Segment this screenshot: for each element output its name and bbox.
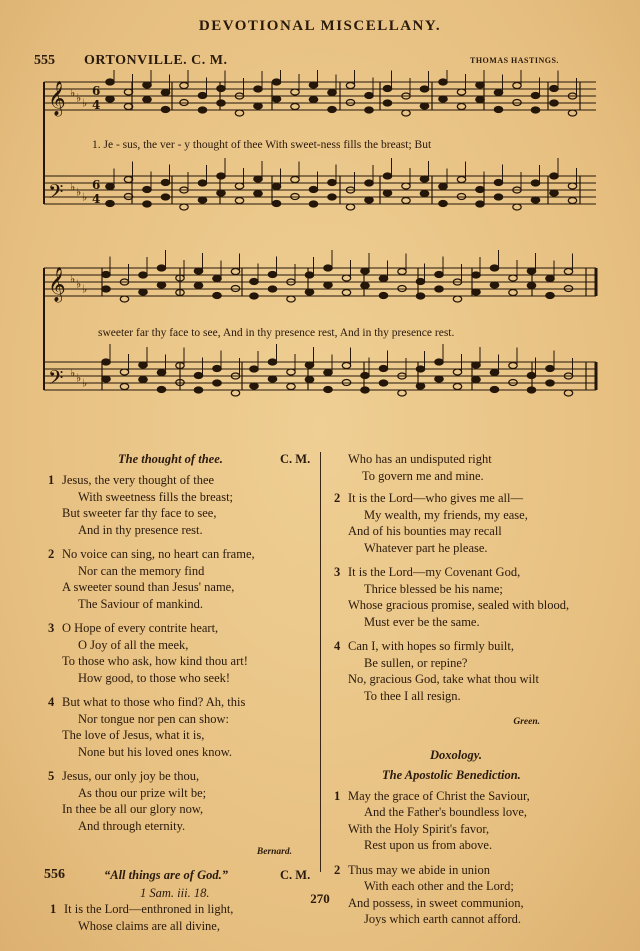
note-head <box>564 390 572 396</box>
note-head <box>420 103 428 109</box>
hymn-title: The thought of thee. <box>118 452 223 466</box>
note-head <box>365 93 373 99</box>
note-head <box>161 90 169 96</box>
column-divider <box>320 452 321 872</box>
note-head <box>194 373 202 379</box>
stanza-number: 2 <box>334 862 341 877</box>
note-head <box>457 104 465 110</box>
note-head <box>305 272 313 278</box>
note-head <box>513 83 521 89</box>
note-head <box>416 366 424 372</box>
note-head <box>268 376 276 382</box>
note-head <box>402 110 410 116</box>
flat-sign: ♭ <box>70 366 76 380</box>
note-head <box>435 272 443 278</box>
flat-sign: ♭ <box>76 91 82 105</box>
note-head <box>309 82 317 88</box>
stanza-line: With sweetness fills the breast; <box>78 489 234 504</box>
note-head <box>398 390 406 396</box>
stanza-line: 1 May the grace of Christ the Saviour, <box>334 788 530 803</box>
note-head <box>120 369 128 375</box>
note-head <box>268 359 276 365</box>
hymn-meter: C. M. <box>280 452 311 466</box>
note-head <box>476 97 484 103</box>
stanza-line: 5 Jesus, our only joy be thou, <box>48 769 200 783</box>
note-head <box>272 201 280 207</box>
note-head <box>476 187 484 193</box>
note-head <box>420 86 428 92</box>
right-column <box>334 451 624 936</box>
flat-sign: ♭ <box>76 277 82 291</box>
note-head <box>457 177 465 183</box>
note-head <box>439 201 447 207</box>
note-head <box>157 387 165 393</box>
stanza-line: In thee be all our glory now, <box>62 802 204 816</box>
note-head <box>568 183 576 189</box>
stanza-line: With each other and the Lord; <box>364 879 514 893</box>
stanza-line: Nor tongue nor pen can show: <box>78 711 230 726</box>
stanza-number: 1 <box>334 788 341 803</box>
note-head <box>361 283 369 289</box>
note-head <box>453 369 461 375</box>
hymn-heading <box>48 451 318 468</box>
note-head <box>365 197 373 203</box>
stanza-line: To thee I all resign. <box>364 688 461 703</box>
note-head <box>420 191 428 197</box>
note-head <box>439 79 447 85</box>
stanza-line: None but his loved ones know. <box>78 744 233 759</box>
note-head <box>161 194 169 200</box>
note-head <box>476 82 484 88</box>
note-head <box>213 380 221 386</box>
note-head <box>106 96 114 102</box>
note-head <box>217 173 225 179</box>
note-head <box>309 97 317 103</box>
stanza-number: 4 <box>48 695 55 709</box>
note-head <box>143 82 151 88</box>
stanza <box>48 546 318 620</box>
note-head <box>472 272 480 278</box>
note-head <box>490 265 498 271</box>
note-head <box>194 268 202 274</box>
note-head <box>383 100 391 106</box>
note-head <box>161 180 169 186</box>
stanza-number: 3 <box>334 565 341 579</box>
note-head <box>546 276 554 282</box>
note-head <box>194 283 202 289</box>
note-head <box>102 376 110 382</box>
tune-lyrics-line-1: 1. Je - sus, the ver - y thought of thee With sweet-ness fills the breast; But <box>92 139 432 151</box>
note-head <box>342 363 350 369</box>
note-head <box>531 197 539 203</box>
note-head <box>550 100 558 106</box>
note-head <box>139 362 147 368</box>
note-head <box>472 289 480 295</box>
note-head <box>287 296 295 302</box>
note-head <box>161 107 169 113</box>
note-head <box>416 383 424 389</box>
note-head <box>120 384 128 390</box>
hymn2-heading <box>44 866 318 885</box>
stanza-line: Must ever be the same. <box>364 614 480 629</box>
note-head <box>490 387 498 393</box>
note-head <box>402 183 410 189</box>
music-score <box>40 70 600 400</box>
note-head <box>305 377 313 383</box>
tune-composer: THOMAS HASTINGS. <box>470 56 559 65</box>
tune-number: 555 <box>34 53 55 68</box>
note-head <box>527 283 535 289</box>
note-head <box>139 289 147 295</box>
note-head <box>213 366 221 372</box>
note-head <box>490 370 498 376</box>
time-signature-bottom: 4 <box>92 192 101 206</box>
flat-sign: ♭ <box>70 272 76 286</box>
note-head <box>324 265 332 271</box>
note-head <box>231 269 239 275</box>
note-head <box>435 376 443 382</box>
note-head <box>439 184 447 190</box>
stanza <box>48 620 318 694</box>
note-head <box>213 276 221 282</box>
note-head <box>490 282 498 288</box>
flat-sign: ♭ <box>76 185 82 199</box>
page-header: DEVOTIONAL MISCELLANY. <box>198 18 442 34</box>
note-head <box>346 83 354 89</box>
note-head <box>102 286 110 292</box>
stanza-line: 4 But what to those who find? Ah, this <box>48 695 246 709</box>
stanza-line: Rest upon us from above. <box>364 838 493 852</box>
credit-text: Bernard. <box>256 847 292 857</box>
note-head <box>291 177 299 183</box>
note-head <box>342 290 350 296</box>
stanza-number: 4 <box>334 639 341 653</box>
stanza-line: As thou our prize wilt be; <box>78 785 207 800</box>
note-head <box>379 276 387 282</box>
stanza <box>334 564 624 638</box>
note-head <box>254 103 262 109</box>
note-head <box>143 187 151 193</box>
stanza-number: 5 <box>48 769 55 783</box>
stanza-line: 1 Jesus, the very thought of thee <box>48 473 215 487</box>
note-head <box>361 387 369 393</box>
clef-symbol: 𝄢 <box>48 366 64 394</box>
note-head <box>287 369 295 375</box>
note-head <box>420 176 428 182</box>
stanza-line: Joys which earth cannot afford. <box>364 912 522 926</box>
hymn-credit <box>334 712 624 731</box>
flat-sign: ♭ <box>82 282 88 296</box>
note-head <box>139 272 147 278</box>
stanza-line: With the Holy Spirit's favor, <box>348 821 490 836</box>
note-head <box>291 104 299 110</box>
note-head <box>194 387 202 393</box>
note-head <box>379 293 387 299</box>
note-head <box>494 107 502 113</box>
note-head <box>217 86 225 92</box>
stanza <box>334 638 624 712</box>
note-head <box>342 275 350 281</box>
stanza-line: 1 It is the Lord—enthroned in light, <box>50 902 234 916</box>
clef-symbol: 𝄞 <box>48 267 66 302</box>
note-head <box>494 90 502 96</box>
flat-sign: ♭ <box>70 180 76 194</box>
stanza-line: Whose gracious promise, sealed with blood, <box>348 598 570 612</box>
note-head <box>102 272 110 278</box>
note-head <box>527 387 535 393</box>
stanza-number: 2 <box>334 491 341 505</box>
note-head <box>324 282 332 288</box>
note-head <box>217 100 225 106</box>
note-head <box>531 107 539 113</box>
note-head <box>346 204 354 210</box>
stanza-line: To govern me and mine. <box>362 468 484 483</box>
note-head <box>254 86 262 92</box>
stanza <box>334 788 624 862</box>
note-head <box>568 110 576 116</box>
note-head <box>328 194 336 200</box>
stanza-line: And possess, in sweet communion, <box>348 895 524 910</box>
note-head <box>416 279 424 285</box>
stanza <box>48 768 318 842</box>
stanza-line: 3 O Hope of every contrite heart, <box>48 621 219 635</box>
note-head <box>435 286 443 292</box>
note-head <box>568 198 576 204</box>
note-head <box>383 86 391 92</box>
clef-symbol: 𝄢 <box>48 180 64 208</box>
stanza-line: The Saviour of mankind. <box>78 596 203 611</box>
note-head <box>328 107 336 113</box>
stanza-line: Who has an undisputed right <box>348 452 492 466</box>
note-head <box>250 293 258 299</box>
note-head <box>157 265 165 271</box>
tune-name: ORTONVILLE. C. M. <box>84 53 228 68</box>
note-head <box>361 268 369 274</box>
note-head <box>509 275 517 281</box>
note-head <box>546 366 554 372</box>
note-head <box>494 180 502 186</box>
note-head <box>213 293 221 299</box>
note-head <box>309 187 317 193</box>
flat-sign: ♭ <box>82 190 88 204</box>
note-head <box>472 362 480 368</box>
stanza-number: 1 <box>48 473 55 487</box>
note-head <box>324 387 332 393</box>
note-head <box>180 204 188 210</box>
stanza-line: Whose claims are all divine, <box>78 918 220 933</box>
flat-sign: ♭ <box>76 371 82 385</box>
note-head <box>217 190 225 196</box>
note-head <box>254 176 262 182</box>
stanza-line: How good, to those who seek! <box>78 670 231 685</box>
note-head <box>564 269 572 275</box>
stanza-line: No, gracious God, take what thou wilt <box>348 672 539 686</box>
clef-symbol: 𝄞 <box>48 81 66 116</box>
stanza-line: 4 Can I, with hopes so firmly built, <box>334 639 514 653</box>
note-head <box>435 359 443 365</box>
note-head <box>476 201 484 207</box>
note-head <box>305 362 313 368</box>
note-head <box>546 380 554 386</box>
stanza-line: The love of Jesus, what it is, <box>62 728 205 742</box>
note-head <box>531 180 539 186</box>
note-head <box>550 173 558 179</box>
hymn-meter: C. M. <box>280 867 311 882</box>
note-head <box>287 384 295 390</box>
stanza-line: Thrice blessed be his name; <box>364 581 503 596</box>
stanza-line: 3 It is the Lord—my Covenant God, <box>334 565 521 579</box>
stanza-line: And through eternity. <box>78 818 186 833</box>
note-head <box>291 89 299 95</box>
doxology-title: Doxology. <box>430 747 482 762</box>
stanza-line: And of his bounties may recall <box>348 524 502 538</box>
stanza-line: A sweeter sound than Jesus' name, <box>62 580 235 594</box>
doxology-subtitle: The Apostolic Benediction. <box>382 768 521 782</box>
note-head <box>305 289 313 295</box>
note-head <box>157 370 165 376</box>
note-head <box>139 377 147 383</box>
stanza-line: 2 No voice can sing, no heart can frame, <box>48 547 255 561</box>
stanza-line: And in thy presence rest. <box>78 522 203 537</box>
note-head <box>235 183 243 189</box>
stanza <box>48 472 318 546</box>
note-head <box>106 79 114 85</box>
note-head <box>309 201 317 207</box>
stanza-number: 2 <box>48 547 55 561</box>
flat-sign: ♭ <box>82 96 88 110</box>
stanza-line: 2 It is the Lord—who gives me all— <box>334 491 523 505</box>
scripture-reference: 1 Sam. iii. 18. <box>140 885 210 900</box>
stanza-line: My wealth, my friends, my ease, <box>364 507 528 522</box>
note-head <box>398 269 406 275</box>
flat-sign: ♭ <box>70 86 76 100</box>
stanza-number: 3 <box>48 621 55 635</box>
stanza-line: O Joy of all the meek, <box>78 637 189 652</box>
hymn-number: 556 <box>44 866 65 882</box>
stanza-line: But sweeter far thy face to see, <box>62 506 217 520</box>
note-head <box>453 384 461 390</box>
note-head <box>198 180 206 186</box>
note-head <box>106 201 114 207</box>
note-head <box>416 293 424 299</box>
note-head <box>328 90 336 96</box>
note-head <box>272 184 280 190</box>
note-head <box>383 190 391 196</box>
note-head <box>198 197 206 203</box>
note-head <box>268 286 276 292</box>
note-head <box>365 107 373 113</box>
note-head <box>472 377 480 383</box>
note-head <box>198 93 206 99</box>
note-head <box>143 97 151 103</box>
note-head <box>324 370 332 376</box>
note-head <box>379 366 387 372</box>
hymn-title: “All things are of God.” <box>104 867 228 882</box>
stanza-line: Be sullen, or repine? <box>364 655 468 670</box>
stanza-line: To those who ask, how kind thou art! <box>62 654 248 668</box>
note-head <box>180 83 188 89</box>
note-head <box>365 180 373 186</box>
note-head <box>509 290 517 296</box>
stanza-line: 2 Thus may we abide in union <box>334 862 490 877</box>
note-head <box>550 190 558 196</box>
stanza <box>48 694 318 768</box>
note-head <box>453 296 461 302</box>
note-head <box>531 93 539 99</box>
note-head <box>546 293 554 299</box>
note-head <box>361 373 369 379</box>
stanza-line: And the Father's boundless love, <box>364 805 527 819</box>
note-head <box>250 279 258 285</box>
note-head <box>272 79 280 85</box>
note-head <box>328 180 336 186</box>
note-head <box>231 390 239 396</box>
note-head <box>250 383 258 389</box>
time-signature-top: 6 <box>92 178 101 192</box>
note-head <box>527 268 535 274</box>
note-head <box>102 359 110 365</box>
note-head <box>254 191 262 197</box>
note-head <box>509 363 517 369</box>
note-head <box>268 272 276 278</box>
stanza <box>334 490 624 564</box>
time-signature-bottom: 4 <box>92 98 101 112</box>
note-head <box>235 198 243 204</box>
hymn-credit <box>48 842 318 861</box>
note-head <box>379 380 387 386</box>
note-head <box>550 86 558 92</box>
stanza-line: Nor can the memory find <box>78 563 205 578</box>
note-head <box>402 198 410 204</box>
note-head <box>383 173 391 179</box>
flat-sign: ♭ <box>82 376 88 390</box>
left-column <box>44 451 318 934</box>
note-head <box>106 184 114 190</box>
time-signature-top: 6 <box>92 84 101 98</box>
note-head <box>235 110 243 116</box>
note-head <box>157 282 165 288</box>
note-head <box>250 366 258 372</box>
page-number: 270 <box>310 891 330 906</box>
credit-text: Green. <box>513 717 540 727</box>
note-head <box>120 296 128 302</box>
note-head <box>198 107 206 113</box>
note-head <box>513 204 521 210</box>
note-head <box>494 194 502 200</box>
note-head <box>143 201 151 207</box>
note-head <box>457 89 465 95</box>
note-head <box>439 96 447 102</box>
note-head <box>527 373 535 379</box>
note-head <box>272 96 280 102</box>
stanza-line: Whatever part he please. <box>364 540 488 555</box>
tune-lyrics-line-2: sweeter far thy face to see, And in thy presence rest, And in thy presence rest. <box>98 327 455 339</box>
